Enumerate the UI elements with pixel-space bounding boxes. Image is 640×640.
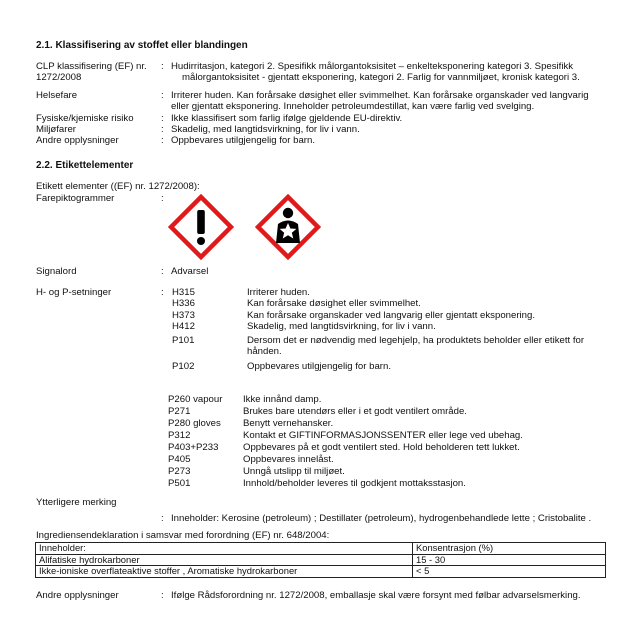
p-code: P102 — [172, 361, 195, 372]
fysiske-label: Fysiske/kjemiske risiko — [36, 113, 134, 124]
helsefare-label: Helsefare — [36, 90, 78, 101]
p-text: Oppbevares på et godt ventilert sted. Hold beholderen tett lukket. — [243, 442, 520, 453]
p-text: Dersom det er nødvendig med legehjelp, ha produktets beholder eller etikett for — [247, 335, 585, 346]
p-code: P403+P233 — [168, 442, 219, 453]
p-text-cont: hånden. — [247, 346, 282, 357]
table-header-cell: Konsentrasjon (%) — [413, 543, 606, 555]
health-hazard-icon — [255, 194, 321, 260]
h-code: H373 — [172, 310, 195, 321]
table-cell: Ikke-ioniske overflateaktive stoffer , Aromatiske hydrokarboner — [36, 566, 413, 578]
p-text: Innhold/beholder leveres til godkjent mottaksstasjon. — [243, 478, 466, 489]
clp-label-cont: 1272/2008 — [36, 72, 82, 83]
table-row — [36, 554, 606, 566]
h-code: H315 — [172, 287, 195, 298]
clp-value-cont: målorgantoksisitet - gjentatt eksponering, kategori 2. Farlig for vannmiljøet, kronisk kategori 3. — [182, 72, 580, 83]
p-code: P501 — [168, 478, 191, 489]
table-header-row — [36, 543, 606, 555]
signalord-label: Signalord — [36, 266, 77, 277]
andre-value: Oppbevares utilgjengelig for barn. — [171, 135, 315, 146]
p-code: P312 — [168, 430, 191, 441]
miljofarer-value: Skadelig, med langtidsvirkning, for liv i vann. — [171, 124, 360, 135]
p-code: P260 vapour — [168, 394, 223, 405]
p-code: P273 — [168, 466, 191, 477]
colon: : — [161, 513, 164, 524]
miljofarer-label: Miljøfarer — [36, 124, 76, 135]
p-code: P405 — [168, 454, 191, 465]
ingredients-title: Ingrediensendeklaration i samsvar med forordning (EF) nr. 648/2004: — [36, 530, 330, 541]
h-text: Irriterer huden. — [247, 287, 310, 298]
farepiktogrammer-label: Farepiktogrammer — [36, 193, 115, 204]
p-text: Benytt vernehansker. — [243, 418, 334, 429]
p-text: Brukes bare utendørs eller i et godt ventilert område. — [243, 406, 467, 417]
p-code: P101 — [172, 335, 195, 346]
colon: : — [161, 266, 164, 277]
andre-opplysninger-value: Ifølge Rådsforordning nr. 1272/2008, emballasje skal være forsynt med følbar advarselsmerking. — [171, 590, 581, 601]
table-row — [36, 566, 606, 578]
p-text: Oppbevares utilgjengelig for barn. — [247, 361, 391, 372]
clp-label: CLP klassifisering (EF) nr. — [36, 61, 147, 72]
colon: : — [161, 135, 164, 146]
andre-opplysninger-label: Andre opplysninger — [36, 590, 119, 601]
helsefare-value: Irriterer huden. Kan forårsake døsighet eller svimmelhet. Kan forårsake organskader ved langvarig — [171, 90, 589, 101]
colon: : — [161, 61, 164, 72]
etikett-intro: Etikett elementer ((EF) nr. 1272/2008): — [36, 181, 200, 192]
colon: : — [161, 287, 164, 298]
colon: : — [161, 590, 164, 601]
table-cell: 15 - 30 — [413, 554, 606, 566]
colon: : — [161, 193, 164, 204]
h-code: H336 — [172, 298, 195, 309]
colon: : — [161, 90, 164, 101]
p-text: Kontakt et GIFTINFORMASJONSSENTER eller lege ved ubehag. — [243, 430, 523, 441]
p-code: P280 gloves — [168, 418, 221, 429]
helsefare-value-cont: eller gjentatt eksponering. Inneholder petroleumdestillat, kan være farlig ved svelging. — [171, 101, 535, 112]
andre-label: Andre opplysninger — [36, 135, 119, 146]
section-heading-2-2: 2.2. Etikettelementer — [36, 160, 134, 171]
p-text: Unngå utslipp til miljøet. — [243, 466, 345, 477]
fysiske-value: Ikke klassifisert som farlig ifølge gjeldende EU-direktiv. — [171, 113, 403, 124]
p-code: P271 — [168, 406, 191, 417]
colon: : — [161, 113, 164, 124]
clp-value: Hudirritasjon, kategori 2. Spesifikk målorgantoksisitet – enkelteksponering kategori 3. Spesifikk — [171, 61, 574, 72]
h-text: Kan forårsake organskader ved langvarig eller gjentatt eksponering. — [247, 310, 535, 321]
section-heading-2-1: 2.1. Klassifisering av stoffet eller blandingen — [36, 40, 248, 51]
h-text: Kan forårsake døsighet eller svimmelhet. — [247, 298, 421, 309]
colon: : — [161, 124, 164, 135]
ytterligere-value: Inneholder: Kerosine (petroleum) ; Destillater (petroleum), hydrogenbehandlede lette ; Cristobalite . — [171, 513, 592, 524]
table-cell: < 5 — [413, 566, 606, 578]
ingredients-table — [35, 542, 606, 578]
hp-label: H- og P-setninger — [36, 287, 112, 298]
h-code: H412 — [172, 321, 195, 332]
signal-word: Advarsel — [171, 266, 209, 277]
table-header-cell: Inneholder: — [36, 543, 413, 555]
p-text: Ikke innånd damp. — [243, 394, 322, 405]
p-text: Oppbevares innelåst. — [243, 454, 334, 465]
exclamation-mark-icon — [168, 194, 234, 260]
ytterligere-label: Ytterligere merking — [36, 497, 117, 508]
h-text: Skadelig, med langtidsvirkning, for liv i vann. — [247, 321, 436, 332]
table-cell: Alifatiske hydrokarboner — [36, 554, 413, 566]
